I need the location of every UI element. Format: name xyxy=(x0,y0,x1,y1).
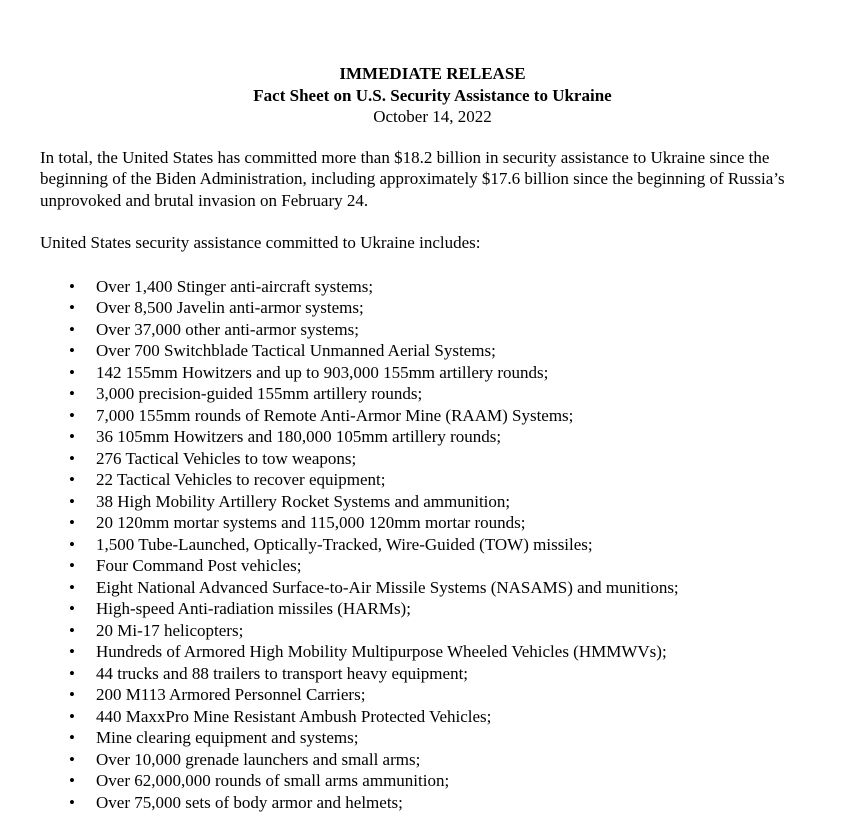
list-item xyxy=(40,620,825,642)
list-item xyxy=(40,749,825,771)
bullet-icon: • xyxy=(69,728,75,747)
bullet-icon: • xyxy=(69,298,75,317)
list-item xyxy=(40,276,825,298)
bullet-icon: • xyxy=(69,771,75,790)
list-item xyxy=(40,512,825,534)
list-item xyxy=(40,555,825,577)
bullet-icon: • xyxy=(69,749,75,769)
bullet-icon: • xyxy=(69,599,75,618)
list-item xyxy=(40,319,825,341)
release-date: October 14, 2022 xyxy=(373,107,492,126)
list-item xyxy=(40,362,825,384)
list-item xyxy=(40,727,825,749)
bullet-icon: • xyxy=(69,470,75,489)
bullet-icon: • xyxy=(69,341,75,360)
list-item-text: Over 8,500 Javelin anti-armor systems; xyxy=(96,298,364,317)
list-item xyxy=(40,792,825,814)
bullet-icon: • xyxy=(69,792,75,812)
list-item-text: 20 120mm mortar systems and 115,000 120mm mortar rounds; xyxy=(96,513,526,532)
bullet-icon: • xyxy=(69,663,75,683)
list-lead-paragraph: United States security assistance committed to Ukraine includes: xyxy=(40,233,481,252)
bullet-icon: • xyxy=(69,642,75,661)
bullet-icon: • xyxy=(69,427,75,446)
assistance-list xyxy=(40,276,825,814)
list-item-text: 276 Tactical Vehicles to tow weapons; xyxy=(96,448,357,468)
list-item xyxy=(40,297,825,319)
list-item-text: Hundreds of Armored High Mobility Multipurpose Wheeled Vehicles (HMMWVs); xyxy=(96,642,667,661)
list-item xyxy=(40,469,825,491)
list-item xyxy=(40,340,825,362)
list-item-text: Over 62,000,000 rounds of small arms ammunition; xyxy=(96,771,450,790)
list-item-text: Over 10,000 grenade launchers and small arms; xyxy=(96,749,421,769)
bullet-icon: • xyxy=(69,384,75,403)
list-item-text: Over 37,000 other anti-armor systems; xyxy=(96,319,359,339)
list-item xyxy=(40,405,825,427)
bullet-icon: • xyxy=(69,448,75,468)
list-item-text: Over 75,000 sets of body armor and helmets; xyxy=(96,792,403,812)
list-item-text: 36 105mm Howitzers and 180,000 105mm artillery rounds; xyxy=(96,427,502,446)
bullet-icon: • xyxy=(69,276,75,296)
bullet-icon: • xyxy=(69,556,75,575)
list-item-text: 1,500 Tube-Launched, Optically-Tracked, Wire-Guided (TOW) missiles; xyxy=(96,534,593,554)
list-item-text: Over 700 Switchblade Tactical Unmanned Aerial Systems; xyxy=(96,341,496,360)
bullet-icon: • xyxy=(69,620,75,640)
list-item-text: Eight National Advanced Surface-to-Air Missile Systems (NASAMS) and munitions; xyxy=(96,577,679,597)
list-item-text: 440 MaxxPro Mine Resistant Ambush Protected Vehicles; xyxy=(96,706,492,726)
list-item-text: High-speed Anti-radiation missiles (HARMs); xyxy=(96,599,411,618)
document-header xyxy=(40,63,825,128)
list-item xyxy=(40,534,825,556)
bullet-icon: • xyxy=(69,706,75,726)
bullet-icon: • xyxy=(69,362,75,382)
list-item-text: 20 Mi-17 helicopters; xyxy=(96,620,244,640)
list-item-text: Four Command Post vehicles; xyxy=(96,556,302,575)
list-item-text: 22 Tactical Vehicles to recover equipment; xyxy=(96,470,386,489)
list-item xyxy=(40,641,825,663)
list-item xyxy=(40,770,825,792)
list-item xyxy=(40,426,825,448)
bullet-icon: • xyxy=(69,491,75,511)
list-item-text: 38 High Mobility Artillery Rocket Systems and ammunition; xyxy=(96,491,511,511)
document-title: Fact Sheet on U.S. Security Assistance to Ukraine xyxy=(253,85,612,105)
intro-paragraph: In total, the United States has committed more than $18.2 billion in security assistance to Ukraine since the beginning of the Biden Administration, including approximately $17.6 billion since the beginning of Russia’s unprovoked and brutal invasion on February 24. xyxy=(40,147,785,210)
list-item xyxy=(40,448,825,470)
bullet-icon: • xyxy=(69,319,75,339)
list-item xyxy=(40,684,825,706)
list-item xyxy=(40,491,825,513)
bullet-icon: • xyxy=(69,405,75,425)
bullet-icon: • xyxy=(69,534,75,554)
list-item-text: Mine clearing equipment and systems; xyxy=(96,728,359,747)
list-item xyxy=(40,598,825,620)
release-label: IMMEDIATE RELEASE xyxy=(339,64,526,83)
list-item xyxy=(40,577,825,599)
list-item xyxy=(40,383,825,405)
bullet-icon: • xyxy=(69,577,75,597)
list-item-text: 7,000 155mm rounds of Remote Anti-Armor Mine (RAAM) Systems; xyxy=(96,405,574,425)
list-item-text: 3,000 precision-guided 155mm artillery rounds; xyxy=(96,384,423,403)
list-item-text: 44 trucks and 88 trailers to transport heavy equipment; xyxy=(96,663,469,683)
list-item-text: Over 1,400 Stinger anti-aircraft systems; xyxy=(96,276,374,296)
list-item-text: 200 M113 Armored Personnel Carriers; xyxy=(96,685,366,704)
bullet-icon: • xyxy=(69,513,75,532)
list-item-text: 142 155mm Howitzers and up to 903,000 155mm artillery rounds; xyxy=(96,362,549,382)
list-item xyxy=(40,706,825,728)
bullet-icon: • xyxy=(69,685,75,704)
list-item xyxy=(40,663,825,685)
